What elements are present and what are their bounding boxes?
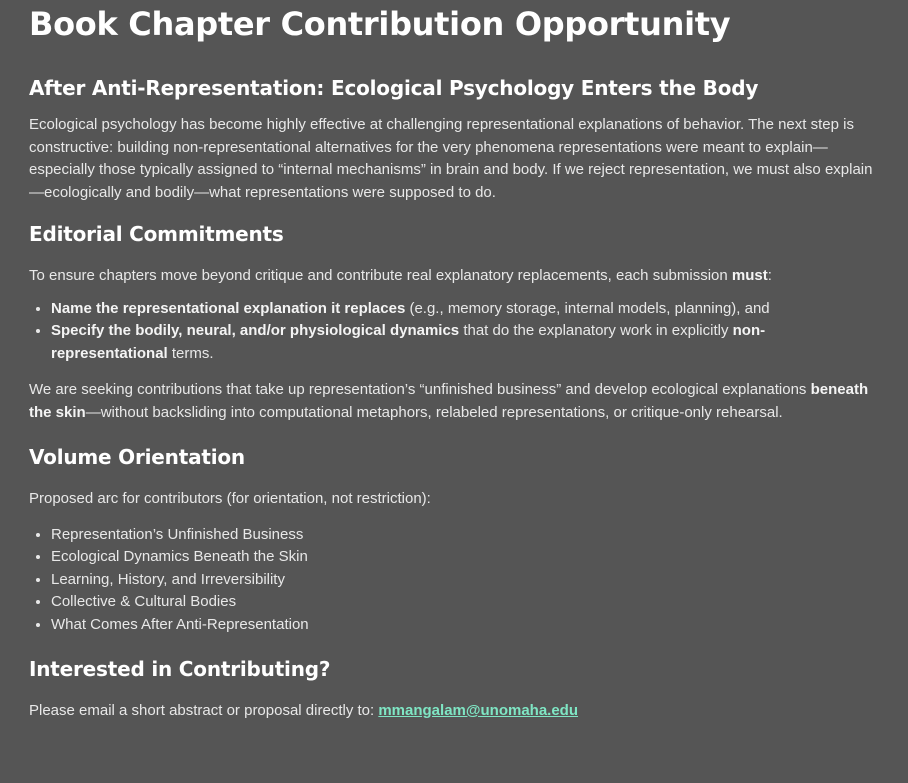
editorial-lead-end: : [767,267,772,284]
seeking-paragraph [29,379,878,424]
seeking-emphasis: beneath the skin [29,381,869,421]
seeking-end: —without backsliding into computational metaphors, relabeled representations, or critique-only rehearsal. [85,403,783,421]
requirement-bold: Specify the bodily, neural, and/or physiological dynamics [51,322,460,339]
arc-item: • Representation’s Unfinished Business [51,524,878,547]
editorial-lead-text: To ensure chapters move beyond critique and contribute real explanatory replacements, each submission [29,267,732,284]
volume-lead: Proposed arc for contributors (for orientation, not restriction): [29,490,431,507]
contact-text: Please email a short abstract or proposal directly to: [29,702,379,719]
arc-list [29,524,878,637]
editorial-lead [29,265,878,288]
requirements-list [29,298,878,366]
arc-item: • Learning, History, and Irreversibility [51,569,878,592]
arc-item: • Collective & Cultural Bodies [51,591,878,614]
requirement-text-2: terms. [167,344,214,362]
intro-paragraph: Ecological psychology has become highly effective at challenging representational explanations of behavior. The next step is constructive: building non-representational alternatives for the very phenomena representations were meant to explain—especially those typically assigned to “internal mechanisms” in brain and body. If we reject representation, we must also explain—ecologically and bodily—what representations were supposed to do. [29,116,873,201]
seeking-text: We are seeking contributions that take up representation’s “unfinished business” and develop ecological explanations [29,381,811,398]
arc-item: • Ecological Dynamics Beneath the Skin [51,546,878,569]
volume-heading: Volume Orientation [29,445,245,469]
requirement-item [51,320,878,365]
requirement-text: (e.g., memory storage, internal models, planning), and [405,299,770,317]
requirement-item [51,298,878,321]
editorial-heading: Editorial Commitments [29,222,284,246]
requirement-bold-2: non-representational [51,322,766,362]
page-subtitle: After Anti-Representation: Ecological Psychology Enters the Body [29,76,759,100]
page-title: Book Chapter Contribution Opportunity [29,5,731,43]
email-link[interactable]: mmangalam@unomaha.edu [378,702,579,719]
requirement-bold: Name the representational explanation it replaces [51,299,406,317]
requirement-text: that do the explanatory work in explicitly [459,322,733,339]
arc-item: • What Comes After Anti-Representation [51,614,878,637]
contact-paragraph [29,700,878,723]
contribute-heading: Interested in Contributing? [29,657,331,681]
editorial-lead-emphasis: must [731,267,768,284]
